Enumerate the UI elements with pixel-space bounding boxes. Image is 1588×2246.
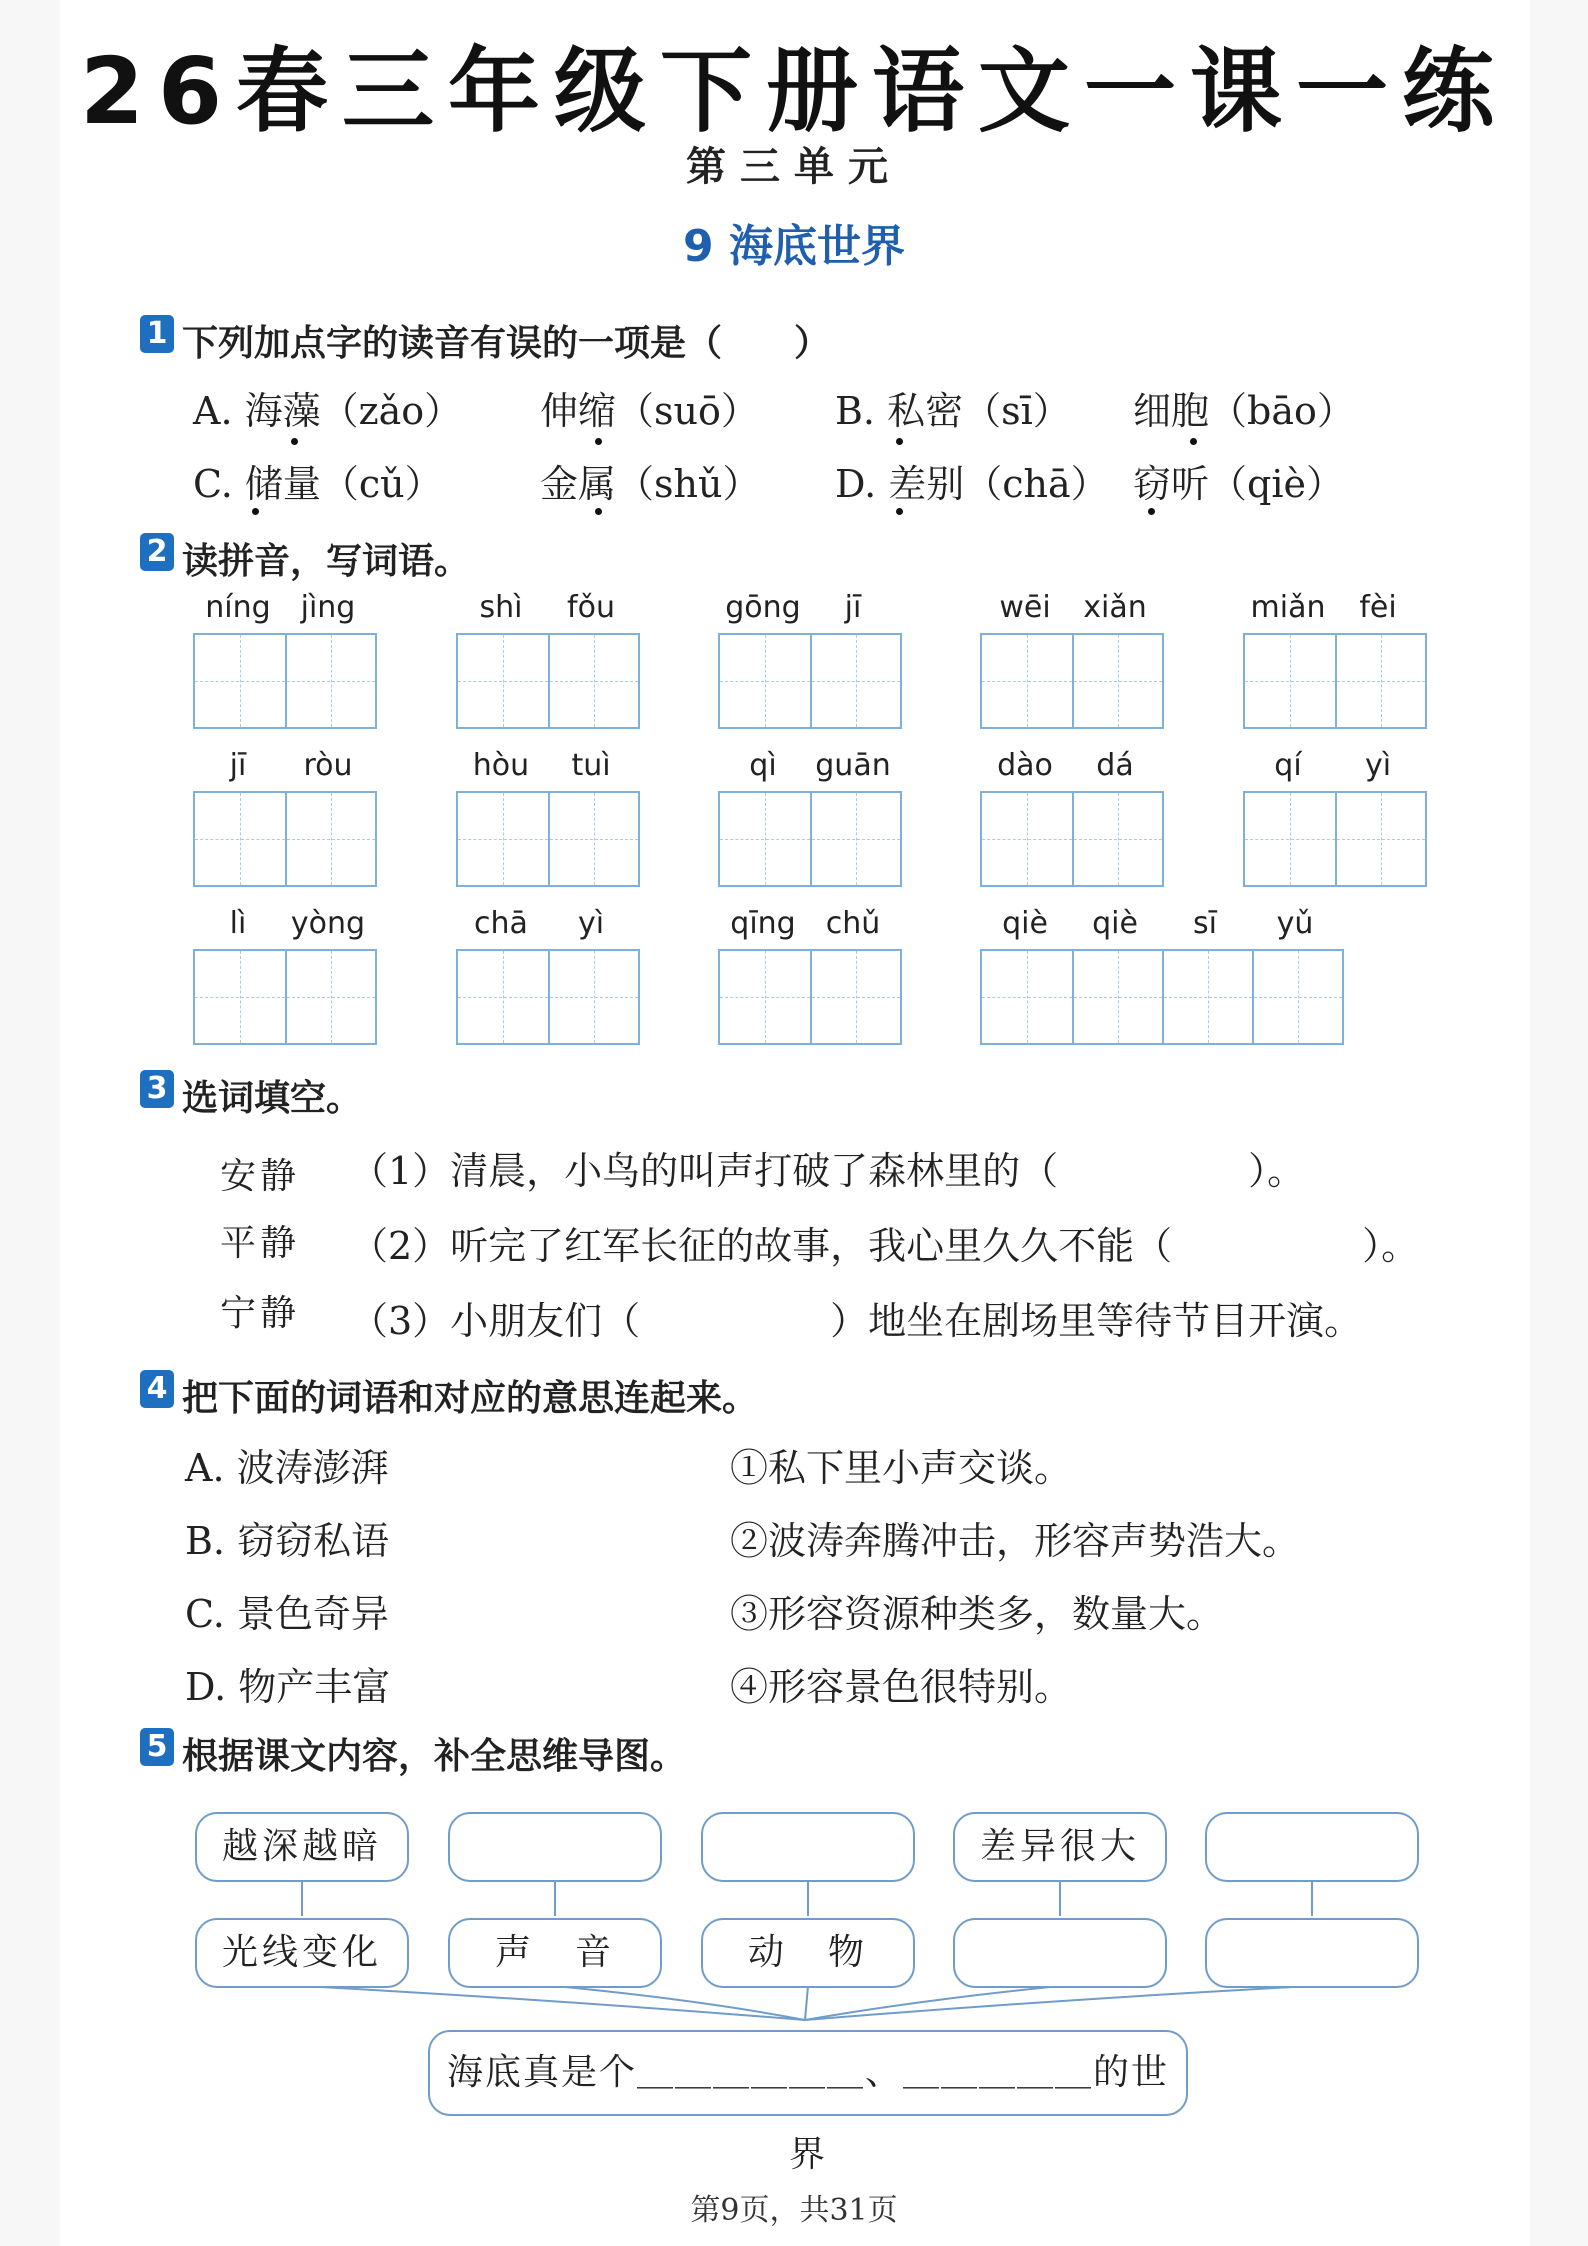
unit-label: 第三单元: [686, 143, 902, 190]
question-prompt: 根据课文内容，补全思维导图。: [182, 1736, 687, 1777]
pinyin-syllable: fèi: [1359, 590, 1397, 625]
pinyin-syllable: dào: [997, 748, 1053, 783]
mindmap-top-box-2[interactable]: [448, 1812, 662, 1882]
option-b1: B. 私密（sī）: [835, 389, 1071, 433]
option-d1: D. 差别（chā）: [835, 462, 1109, 506]
option-c1: C. 储量（cǔ）: [193, 462, 443, 506]
pinyin-syllable: yǔ: [1276, 906, 1314, 941]
question-prompt: 选词填空。: [182, 1078, 363, 1119]
page-title: 26春三年级下册语文一课一练: [79, 38, 1509, 145]
pinyin-syllable: jī: [229, 748, 247, 783]
mindmap-top-box-3[interactable]: [701, 1812, 915, 1882]
match-right-2: ②波涛奔腾冲击，形容声势浩大。: [730, 1519, 1301, 1563]
pinyin-syllable: dá: [1096, 748, 1134, 783]
fill-sentence-3: （3）小朋友们（ ）地坐在剧场里等待节目开演。: [350, 1299, 1363, 1343]
pinyin-syllable: fǒu: [567, 590, 615, 625]
pinyin-syllable: jìng: [300, 590, 356, 625]
pinyin-syllable: qiè: [1002, 906, 1048, 941]
question-prompt: 下列加点字的读音有误的一项是（ ）: [182, 323, 831, 364]
question-number: 5: [140, 1728, 174, 1766]
match-left-d: D. 物产丰富: [185, 1665, 391, 1709]
pinyin-syllable: wēi: [999, 590, 1051, 625]
mindmap-bottom-box-2: 声 音: [448, 1918, 662, 1988]
fill-sentence-1: （1）清晨，小鸟的叫声打破了森林里的（ ）。: [350, 1149, 1306, 1193]
mindmap-top-box-4: 差异很大: [953, 1812, 1167, 1882]
question-prompt: 读拼音，写词语。: [182, 541, 471, 582]
pinyin-syllable: chā: [474, 906, 528, 941]
pinyin-syllable: qīng: [730, 906, 796, 941]
pinyin-syllable: guān: [815, 748, 891, 783]
option-a2: 伸缩（suō）: [540, 389, 759, 433]
mindmap-top-box-1: 越深越暗: [195, 1812, 409, 1882]
pinyin-syllable: miǎn: [1250, 590, 1326, 625]
option-b2: 细胞（bāo）: [1133, 389, 1355, 433]
option-a1: A. 海藻（zǎo）: [193, 389, 463, 433]
match-left-a: A. 波涛澎湃: [185, 1446, 389, 1490]
pinyin-syllable: yì: [1364, 748, 1392, 783]
mindmap-bottom-box-5[interactable]: [1205, 1918, 1419, 1988]
match-left-c: C. 景色奇异: [185, 1592, 389, 1636]
pinyin-syllable: qí: [1274, 748, 1302, 783]
mindmap-bottom-box-3: 动 物: [701, 1918, 915, 1988]
option-c2: 金属（shǔ）: [540, 462, 761, 506]
word-choice-2: 平静: [220, 1223, 301, 1264]
match-right-3: ③形容资源种类多，数量大。: [730, 1592, 1225, 1636]
pinyin-syllable: qiè: [1092, 906, 1138, 941]
pinyin-syllable: yì: [577, 906, 605, 941]
page-footer: 第9页，共31页: [690, 2193, 898, 2228]
question-number: 2: [140, 533, 174, 571]
mindmap-bottom-box-1: 光线变化: [195, 1918, 409, 1988]
lesson-title: 9 海底世界: [683, 221, 905, 272]
question-number: 3: [140, 1070, 174, 1108]
pinyin-syllable: xiǎn: [1083, 590, 1147, 625]
mindmap-center-box[interactable]: 海底真是个＿＿＿＿＿＿、＿＿＿＿＿的世界: [428, 2030, 1188, 2116]
pinyin-syllable: lì: [229, 906, 247, 941]
match-right-4: ④形容景色很特别。: [730, 1665, 1073, 1709]
word-choice-1: 安静: [220, 1156, 301, 1197]
pinyin-syllable: shì: [479, 590, 523, 625]
pinyin-syllable: ròu: [303, 748, 353, 783]
word-choice-3: 宁静: [220, 1293, 301, 1334]
pinyin-syllable: hòu: [472, 748, 530, 783]
pinyin-syllable: níng: [205, 590, 271, 625]
pinyin-syllable: tuì: [571, 748, 611, 783]
pinyin-syllable: chǔ: [825, 906, 881, 941]
pinyin-syllable: sī: [1193, 906, 1217, 941]
pinyin-syllable: gōng: [725, 590, 801, 625]
question-prompt: 把下面的词语和对应的意思连起来。: [182, 1378, 759, 1419]
pinyin-syllable: jī: [844, 590, 862, 625]
pinyin-syllable: yòng: [290, 906, 366, 941]
question-number: 4: [140, 1370, 174, 1408]
mindmap-top-box-5[interactable]: [1205, 1812, 1419, 1882]
mindmap-bottom-box-4[interactable]: [953, 1918, 1167, 1988]
match-left-b: B. 窃窃私语: [185, 1519, 390, 1563]
pinyin-syllable: qì: [749, 748, 777, 783]
fill-sentence-2: （2）听完了红军长征的故事，我心里久久不能（ ）。: [350, 1224, 1420, 1268]
option-d2: 窃听（qiè）: [1133, 462, 1344, 506]
question-number: 1: [140, 315, 174, 353]
match-right-1: ①私下里小声交谈。: [730, 1446, 1073, 1490]
